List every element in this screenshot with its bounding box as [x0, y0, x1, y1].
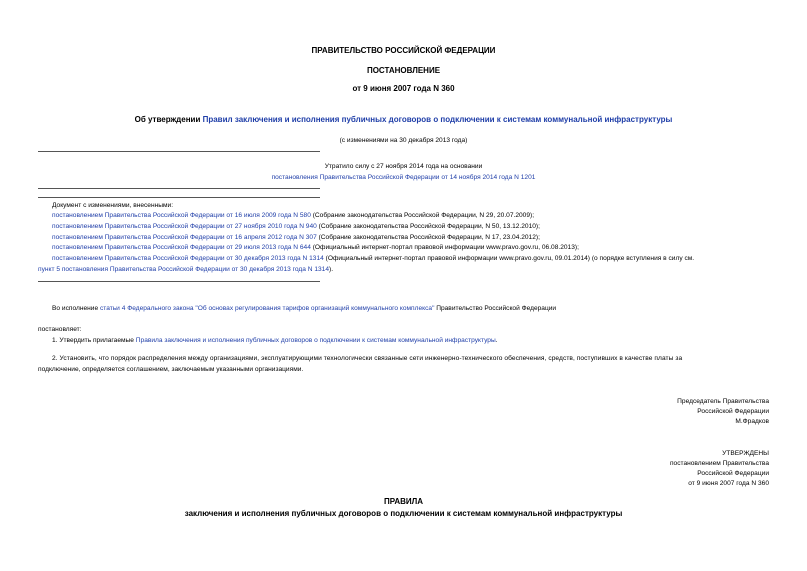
- amendment-item: постановлением Правительства Российской Федерации от 16 апреля 2012 года N 307 (Собрание законодательства Российской Федерации, N 17, 23.04.2012);: [52, 234, 540, 241]
- signature-country: Российской Федерации: [697, 408, 769, 415]
- document-date-number: от 9 июня 2007 года N 360: [352, 84, 455, 93]
- rules-subtitle: заключения и исполнения публичных договоров о подключении к системам коммунальной инфраструктуры: [184, 509, 623, 518]
- amendment-item: постановлением Правительства Российской Федерации от 29 июля 2013 года N 644 (Официальный интернет-портал правовой информации www.pravo.gov.ru, 06.08.2013);: [52, 244, 579, 251]
- preamble: Во исполнение статьи 4 Федерального закона "Об основах регулирования тарифов организаций коммунального комплекса" Правительство Российской Федерации: [52, 305, 557, 312]
- divider: [38, 281, 320, 282]
- amendment-item: постановлением Правительства Российской Федерации от 27 ноября 2010 года N 940 (Собрание законодательства Российской Федерации, N 50, 13.12.2010);: [52, 223, 540, 230]
- signature-name: М.Фрадков: [735, 418, 769, 425]
- amendment-link[interactable]: постановлением Правительства Российской Федерации от 29 июля 2013 года N 644: [52, 244, 311, 251]
- expiry-note: Утратило силу с 27 ноября 2014 года на основании: [324, 163, 483, 170]
- decrees-word: постановляет:: [38, 326, 82, 333]
- paragraph-2-line-1: 2. Установить, что порядок распределения между организациями, эксплуатирующими технологически связанные сети инженерно-технического обеспечения, средств, поступивших в качестве платы за: [52, 355, 683, 362]
- amendments-intro: Документ с изменениями, внесенными:: [52, 202, 174, 209]
- amendment-link[interactable]: пункт 5 постановления Правительства Российской Федерации от 30 декабря 2013 года N 1314: [38, 266, 329, 273]
- amendment-item: постановлением Правительства Российской Федерации от 30 декабря 2013 года N 1314 (Официальный интернет-портал правовой информации www.pravo.gov.ru, 09.01.2014) (о порядке вступления в силу см.: [52, 255, 695, 262]
- approval-line: Российской Федерации: [697, 470, 769, 477]
- expiry-link-line: [0, 173, 807, 182]
- expiry-decree-link[interactable]: постановления Правительства Российской Федерации от 14 ноября 2014 года N 1201: [271, 174, 536, 181]
- divider: [38, 188, 320, 189]
- rules-link[interactable]: Правила заключения и исполнения публичных договоров о подключении к системам коммунальной инфраструктуры: [135, 337, 496, 344]
- amendment-link[interactable]: постановлением Правительства Российской Федерации от 30 декабря 2013 года N 1314: [52, 255, 324, 262]
- document-title: [0, 115, 807, 124]
- divider: [38, 151, 320, 152]
- amendment-note: (с изменениями на 30 декабря 2013 года): [339, 137, 468, 144]
- approval-date: от 9 июня 2007 года N 360: [688, 480, 769, 487]
- amendment-link[interactable]: постановлением Правительства Российской Федерации от 16 апреля 2012 года N 307: [52, 234, 317, 241]
- approval-heading: УТВЕРЖДЕНЫ: [722, 450, 769, 457]
- amendment-link[interactable]: постановлением Правительства Российской Федерации от 27 ноября 2010 года N 940: [52, 223, 317, 230]
- title-rules-link[interactable]: Правил заключения и исполнения публичных договоров о подключении к системам коммунальной инфраструктуры: [202, 115, 673, 124]
- amendment-item: постановлением Правительства Российской Федерации от 16 июля 2009 года N 580 (Собрание законодательства Российской Федерации, N 29, 20.07.2009);: [52, 212, 535, 219]
- divider: [38, 197, 320, 198]
- amendment-item: пункт 5 постановления Правительства Российской Федерации от 30 декабря 2013 года N 1314).: [38, 266, 334, 273]
- signature-position: Председатель Правительства: [677, 398, 769, 405]
- government-heading: ПРАВИТЕЛЬСТВО РОССИЙСКОЙ ФЕДЕРАЦИИ: [311, 46, 496, 55]
- paragraph-2-line-2: подключение, определяется соглашением, заключаемым указанными организациями.: [38, 366, 304, 373]
- federal-law-link[interactable]: статьи 4 Федерального закона "Об основах регулирования тарифов организаций коммунального комплекса": [99, 305, 435, 312]
- approval-line: постановлением Правительства: [669, 460, 769, 467]
- rules-title: ПРАВИЛА: [383, 497, 424, 506]
- amendment-link[interactable]: постановлением Правительства Российской Федерации от 16 июля 2009 года N 580: [52, 212, 311, 219]
- paragraph-1: 1. Утвердить прилагаемые Правила заключения и исполнения публичных договоров о подключении к системам коммунальной инфраструктуры.: [52, 337, 498, 344]
- document-type: ПОСТАНОВЛЕНИЕ: [366, 66, 441, 75]
- title-prefix: Об утверждении: [134, 115, 203, 124]
